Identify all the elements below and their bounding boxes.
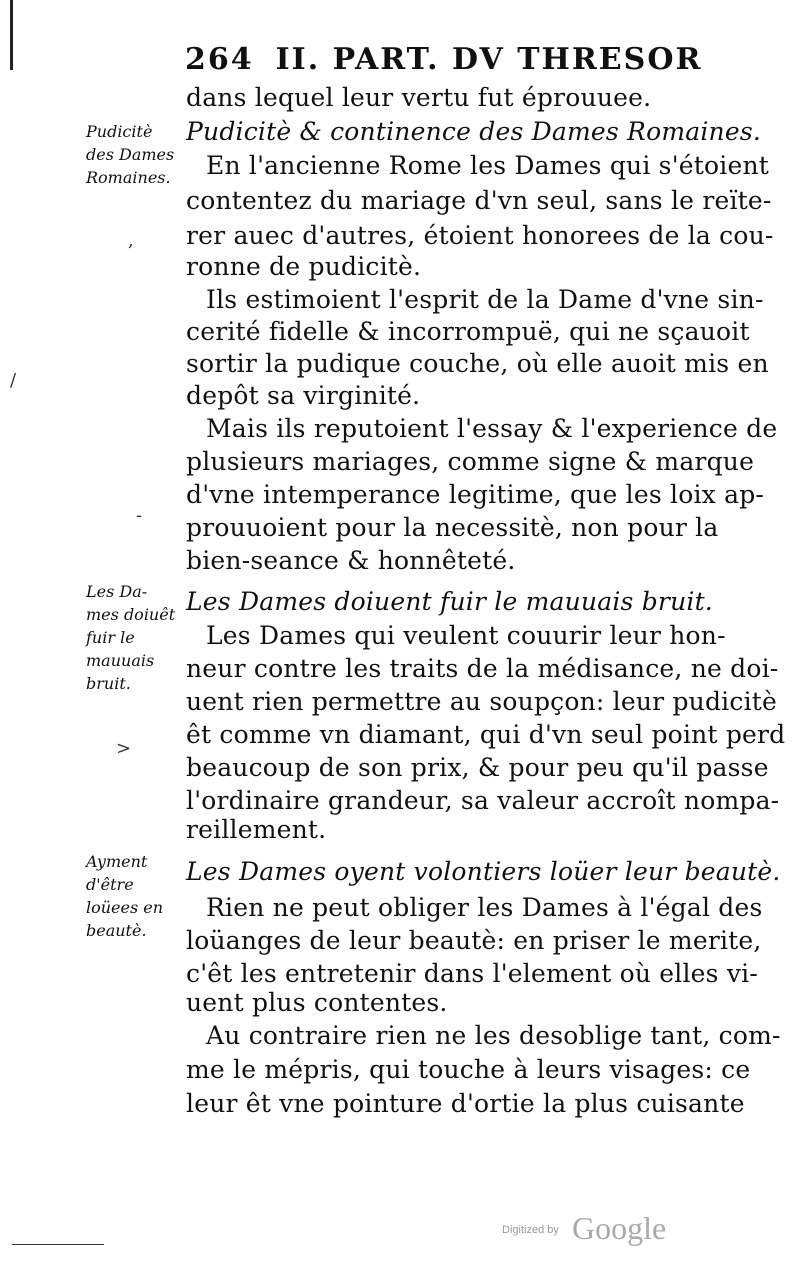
text-line: rer auec d'autres, étoient honorees de la cou- xyxy=(186,221,774,250)
margin-note-line: Pudicitè xyxy=(86,122,153,141)
text-line: ronne de pudicitè. xyxy=(186,252,422,281)
text-line: c'êt les entretenir dans l'element où elles vi- xyxy=(186,959,759,988)
text-line: sortir la pudique couche, où elle auoit mis en xyxy=(186,349,769,378)
ink-speck: , xyxy=(128,230,134,251)
text-line: cerité fidelle & incorrompuë, qui ne sçauoit xyxy=(186,317,750,346)
text-line: leur êt vne pointure d'ortie la plus cuisante xyxy=(186,1089,745,1118)
margin-note-line: d'être xyxy=(86,875,134,894)
text-line: êt comme vn diamant, qui d'vn seul point perd xyxy=(186,720,786,749)
text-line: me le mépris, qui touche à leurs visages: ce xyxy=(186,1055,751,1084)
text-line: prouuoient pour la necessitè, non pour la xyxy=(186,513,719,542)
text-line: Les Dames qui veulent couurir leur hon- xyxy=(206,621,726,650)
text-line: depôt sa virginité. xyxy=(186,381,421,410)
section-heading: Les Dames oyent volontiers loüer leur beautè. xyxy=(186,857,781,886)
text-line: dans lequel leur vertu fut éprouuee. xyxy=(186,83,652,112)
running-header xyxy=(185,42,702,77)
margin-note-line: des Dames xyxy=(86,145,175,164)
margin-note-line: bruit. xyxy=(86,674,131,693)
ink-speck: > xyxy=(116,738,132,759)
page-edge-mark xyxy=(10,0,13,70)
margin-note-line: Ayment xyxy=(86,852,148,871)
margin-note-line: loüees en xyxy=(86,898,164,917)
digitized-label: Digitized by xyxy=(502,1224,559,1236)
margin-note-line: Les Da- xyxy=(86,582,148,601)
margin-note-line: beautè. xyxy=(86,921,147,940)
margin-note-line: mes doiuêt xyxy=(86,605,176,624)
text-line: l'ordinaire grandeur, sa valeur accroît nompa- xyxy=(186,786,780,815)
text-line: bien-seance & honnêteté. xyxy=(186,546,516,575)
ink-speck: - xyxy=(136,505,143,526)
text-line: En l'ancienne Rome les Dames qui s'étoient xyxy=(206,151,770,180)
margin-note xyxy=(86,580,175,695)
margin-note-line: fuir le xyxy=(86,628,135,647)
margin-note xyxy=(86,850,163,942)
text-line: Ils estimoient l'esprit de la Dame d'vne sin- xyxy=(206,285,764,314)
text-line: reillement. xyxy=(186,815,327,844)
text-line: loüanges de leur beautè: en priser le merite, xyxy=(186,926,762,955)
text-line: uent rien permettre au soupçon: leur pudicitè xyxy=(186,687,778,716)
page-number: 264 xyxy=(185,42,254,77)
google-watermark: Google xyxy=(572,1210,667,1246)
running-head-title: II. PART. DV THRESOR xyxy=(275,42,703,77)
text-line: neur contre les traits de la médisance, ne doi- xyxy=(186,654,779,683)
margin-note-line: mauuais xyxy=(86,651,155,670)
bottom-rule xyxy=(12,1244,104,1245)
text-line: Au contraire rien ne les desoblige tant, com- xyxy=(206,1021,781,1050)
text-line: beaucoup de son prix, & pour peu qu'il passe xyxy=(186,753,769,782)
margin-note-line: Romaines. xyxy=(86,168,171,187)
text-line: contentez du mariage d'vn seul, sans le reïte- xyxy=(186,186,772,215)
section-heading: Les Dames doiuent fuir le mauuais bruit. xyxy=(186,587,713,616)
section-heading: Pudicitè & continence des Dames Romaines. xyxy=(186,117,761,146)
text-line: plusieurs mariages, comme signe & marque xyxy=(186,447,755,476)
margin-note xyxy=(86,120,174,189)
ink-speck: / xyxy=(10,370,17,391)
text-line: Rien ne peut obliger les Dames à l'égal des xyxy=(206,893,763,922)
text-line: Mais ils reputoient l'essay & l'experience de xyxy=(206,414,778,443)
text-line: d'vne intemperance legitime, que les loix ap- xyxy=(186,480,765,509)
text-line: uent plus contentes. xyxy=(186,988,448,1017)
